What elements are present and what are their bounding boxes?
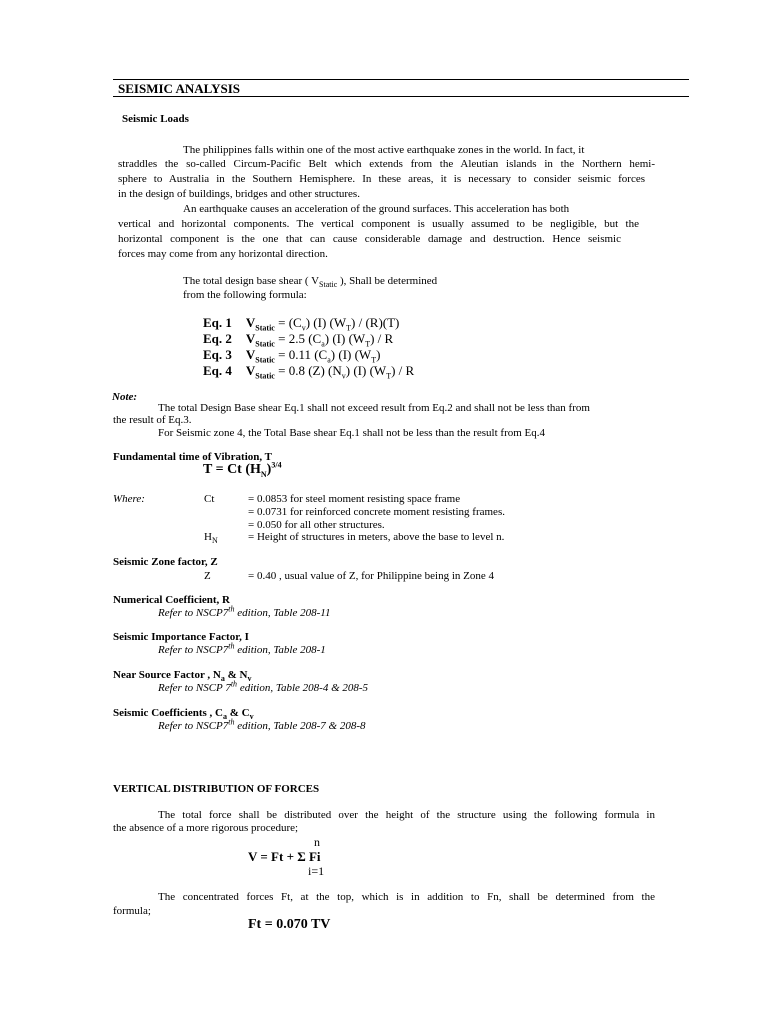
near-source-ref: Refer to NSCP 7th edition, Table 208-4 & 208-5 (158, 679, 369, 694)
seismic-loads-heading: Seismic Loads (122, 113, 189, 125)
zone-symbol: Z (204, 570, 211, 582)
para2-line: forces may come from any horizontal direction. (118, 248, 328, 260)
para2-line: An earthquake causes an acceleration of the ground surfaces. This acceleration has both (183, 203, 570, 215)
ft-formula: Ft = 0.070 TV (248, 917, 331, 932)
hn-definition: = Height of structures in meters, above the base to level n. (248, 531, 505, 543)
equation-v: V (245, 331, 256, 346)
equation-label: Eq. 3 (203, 347, 232, 362)
equation-v-sub: Static (255, 339, 275, 349)
para1-line: in the design of buildings, bridges and other structures. (118, 188, 360, 200)
vertical-para-line: The total force shall be distributed over the height of the structure using the following formula in (158, 809, 655, 821)
equation-rhs: = 0.11 $(C_a)$ (I) $(W_T)$ (278, 347, 381, 365)
vertical-para-line: The concentrated forces Ft, at the top, which is in addition to Fn, shall be determined from the (158, 891, 655, 903)
equation-label: Eq. 4 (203, 363, 232, 378)
ct-symbol: Ct (204, 493, 215, 505)
base-shear-intro-post: ), Shall be determined (337, 275, 438, 287)
para1-line: sphere to Australia in the Southern Hemisphere. In these areas, it is necessary to consider seismic forces (118, 173, 645, 185)
note-line: For Seismic zone 4, the Total Base shear Eq.1 shall not be less than the result from Eq.4 (158, 427, 546, 439)
sum-formula: V = Ft + Σ Fi (248, 849, 321, 864)
equation-row (203, 315, 399, 331)
title-underline (113, 96, 689, 97)
numerical-heading: Numerical Coefficient, R (113, 594, 230, 606)
importance-heading: Seismic Importance Factor, I (113, 631, 249, 643)
sum-upper-limit: n (314, 835, 320, 849)
ct-definition: = 0.0853 for steel moment resisting space frame (248, 493, 461, 505)
equation-label: Eq. 1 (203, 315, 232, 330)
equation-rhs: = 0.8 (Z) $(N_v)$ (I) $(W_T)$ / R (278, 363, 415, 381)
ct-definition: = 0.050 for all other structures. (248, 519, 385, 531)
equation-v: V (245, 363, 256, 378)
equation-row (203, 331, 393, 347)
top-rule (113, 79, 689, 80)
page-title: SEISMIC ANALYSIS (118, 81, 240, 96)
base-shear-intro-pre: The total design base shear ( V (183, 275, 320, 287)
note-line: The total Design Base shear Eq.1 shall not exceed result from Eq.2 and shall not be less than from (158, 402, 590, 414)
equation-v: V (245, 347, 256, 362)
base-shear-intro (183, 274, 437, 289)
fundamental-heading: Fundamental time of Vibration, T (113, 451, 273, 463)
equation-v-sub: Static (255, 371, 275, 381)
equation-rhs: = $(C_v)$ (I) $(W_T) / (R)(T)$ (278, 315, 400, 333)
equation-label: Eq. 2 (203, 331, 232, 346)
near-source-heading: Near Source Factor , $N_a$ & $N_v$ (113, 669, 252, 684)
equation-v: V (245, 315, 256, 330)
coefficients-heading: Seismic Coefficients , $C_a$ & $C_v$ (113, 707, 254, 722)
para2-line: vertical and horizontal components. The vertical component is usually assumed to be negligible, but the (118, 218, 639, 230)
base-shear-intro-line2: from the following formula: (183, 289, 307, 301)
numerical-ref: Refer to NSCP7th edition, Table 208-11 (158, 604, 331, 619)
equation-v-sub: Static (255, 323, 275, 333)
hn-symbol: $H_N$ (204, 531, 218, 546)
where-label: Where: (113, 493, 145, 505)
base-shear-intro-sub: Static (319, 280, 338, 290)
note-line: the result of Eq.3. (113, 414, 192, 426)
equation-row (203, 347, 380, 363)
vertical-heading: VERTICAL DISTRIBUTION OF FORCES (113, 783, 320, 795)
ct-definition: = 0.0731 for reinforced concrete moment resisting frames. (248, 506, 505, 518)
equation-v-sub: Static (255, 355, 275, 365)
vertical-para-line: formula; (113, 905, 151, 917)
fundamental-formula: T = Ct $(H_N)^{3/4}$ (203, 460, 282, 479)
para1-line: The philippines falls within one of the most active earthquake zones in the world. In fact, it (183, 144, 585, 156)
vertical-para-line: the absence of a more rigorous procedure; (113, 822, 299, 834)
para2-line: horizontal component is the one that can cause considerable damage and destruction. Hence seismic (118, 233, 621, 245)
equation-rhs: = 2.5 $(C_a)$ (I) $(W_T)$ / R (278, 331, 394, 349)
note-label: Note: (112, 391, 138, 403)
zone-definition: = 0.40 , usual value of Z, for Philippine being in Zone 4 (248, 570, 495, 582)
coefficients-ref: Refer to NSCP7th edition, Table 208-7 & 208-8 (158, 717, 366, 732)
importance-ref: Refer to NSCP7th edition, Table 208-1 (158, 641, 326, 656)
zone-heading: Seismic Zone factor, Z (113, 556, 218, 568)
para1-line: straddles the so-called Circum-Pacific Belt which extends from the Aleutian islands in the Northern hemi- (118, 158, 655, 170)
equation-row (203, 363, 414, 379)
sum-lower-limit: i=1 (308, 864, 325, 878)
